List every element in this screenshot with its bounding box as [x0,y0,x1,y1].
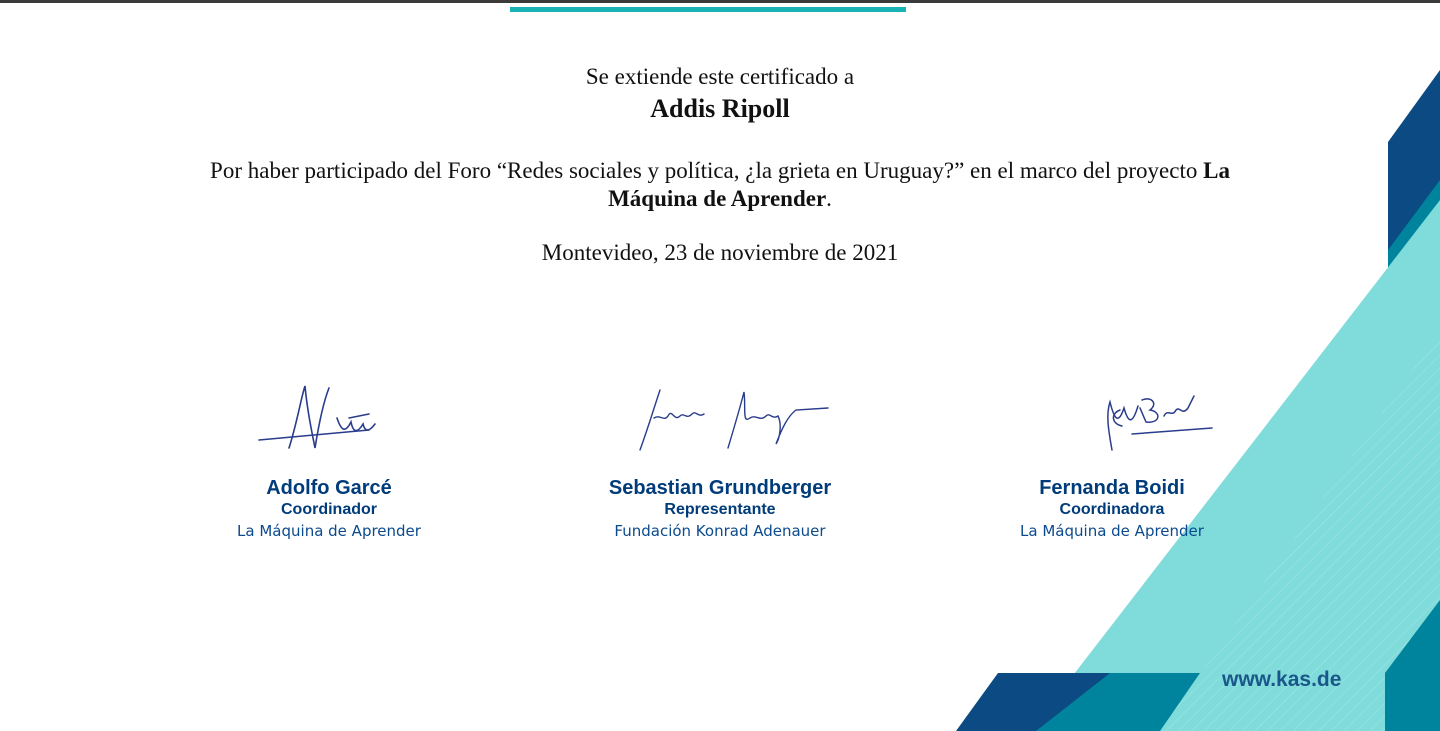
signature-block-garce [169,378,489,542]
handwritten-signature-garce [219,378,439,468]
signatory-name: Sebastian Grundberger [608,477,832,499]
signatory-name: Fernanda Boidi [1039,477,1185,499]
statement-text: Por haber participado del Foro “Redes sociales y política, ¿la grieta en Uruguay?” en el marco del proyecto [210,158,1204,183]
recipient-name: Addis Ripoll [650,94,790,123]
handwritten-signature-boidi [1002,378,1222,468]
signatory-organization: La Máquina de Aprender [237,522,421,540]
place-date: Montevideo, 23 de noviembre de 2021 [541,240,899,265]
signatory-name: Adolfo Garcé [266,477,392,499]
signatory-role: Coordinadora [1059,501,1165,518]
certificate-statement [170,157,1270,213]
signatory-organization: Fundación Konrad Adenauer [614,522,826,540]
statement-period: . [826,186,832,211]
handwritten-signature-grundberger [610,378,830,468]
signature-block-grundberger [560,378,880,542]
signatory-role: Representante [664,501,776,518]
kas-website-link[interactable]: www.kas.de [1222,668,1342,691]
signatory-organization: La Máquina de Aprender [1020,522,1204,540]
signatory-role: Coordinador [281,501,377,518]
certificate-intro: Se extiende este certificado a [585,64,855,89]
signature-block-boidi [952,378,1272,542]
project-name: La Máquina de Aprender [608,158,1230,211]
